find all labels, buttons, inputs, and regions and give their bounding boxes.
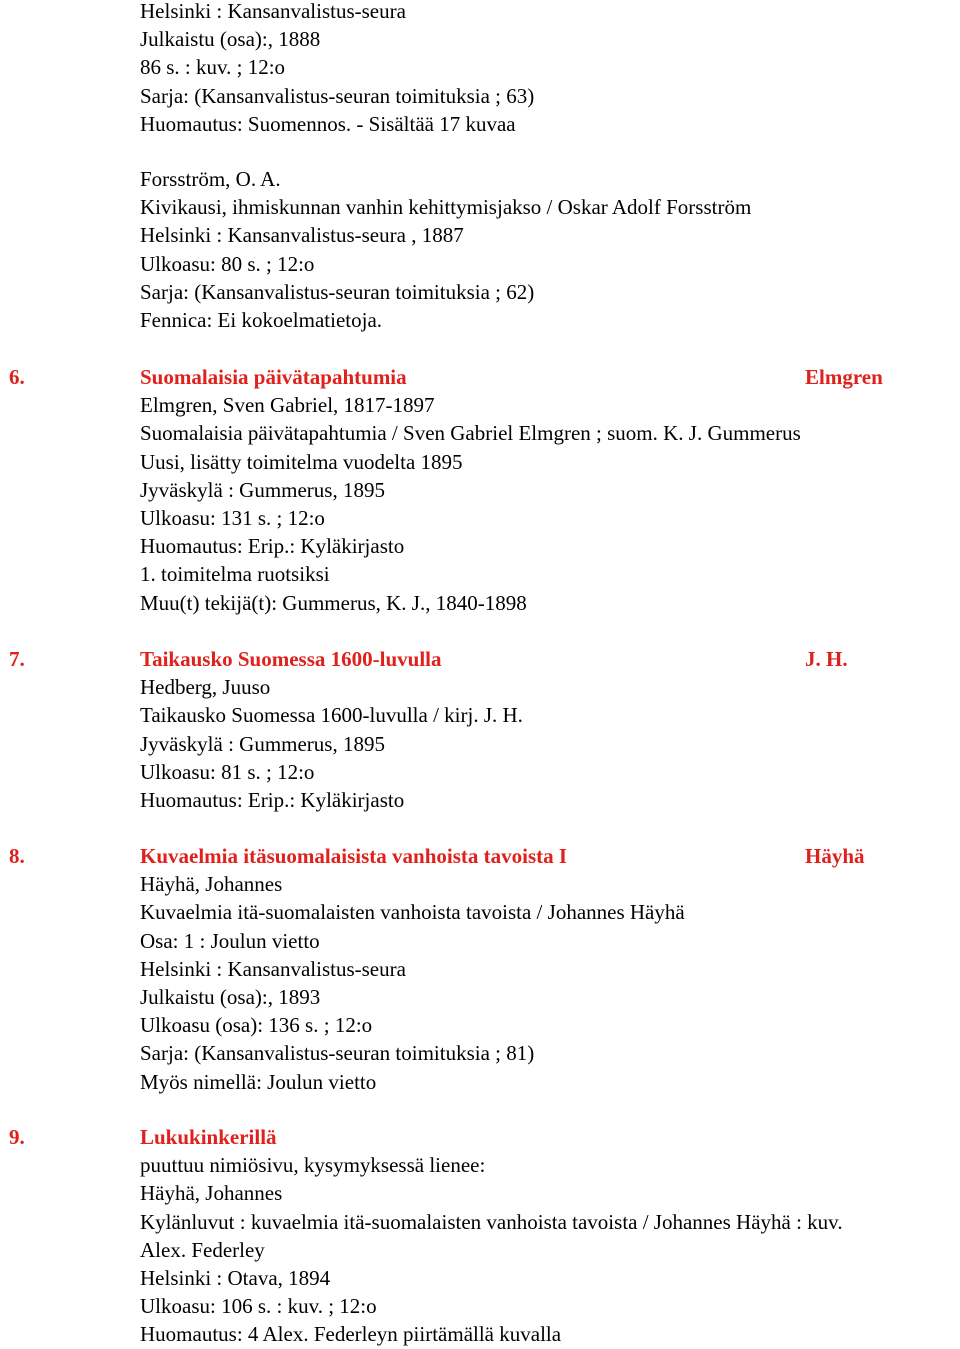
record-line: Fennica: Ei kokoelmatietoja. xyxy=(140,307,383,332)
entry-number: 8. xyxy=(9,844,25,868)
entry-heading xyxy=(0,363,960,391)
record-line: puuttuu nimiösivu, kysymyksessä lienee: xyxy=(140,1153,486,1178)
record-line: Julkaistu (osa):, 1893 xyxy=(140,984,321,1009)
entry-heading xyxy=(0,645,960,673)
entry-author: Elmgren xyxy=(805,365,883,389)
record-line: Jyväskylä : Gummerus, 1895 xyxy=(140,731,385,756)
entry-6 xyxy=(0,363,960,617)
entry-author: Häyhä xyxy=(805,844,865,868)
record-line: Häyhä, Johannes xyxy=(140,872,283,897)
record-line: Sarja: (Kansanvalistus-seuran toimituksia ; 63) xyxy=(140,83,535,108)
record-line: Huomautus: Erip.: Kyläkirjasto xyxy=(140,787,405,812)
record-line: Sarja: (Kansanvalistus-seuran toimituksia ; 62) xyxy=(140,279,535,304)
record-line: Hedberg, Juuso xyxy=(140,675,271,700)
record-line: Huomautus: 4 Alex. Federleyn piirtämällä kuvalla xyxy=(140,1322,562,1347)
entry-title: Kuvaelmia itäsuomalaisista vanhoista tavoista I xyxy=(140,844,568,868)
record-line: Julkaistu (osa):, 1888 xyxy=(140,27,321,52)
record-line: Forsström, O. A. xyxy=(140,167,281,191)
record-line: Myös nimellä: Joulun vietto xyxy=(140,1069,377,1094)
entry-heading xyxy=(0,1123,960,1151)
entry-title: Lukukinkerillä xyxy=(140,1125,277,1149)
record-line: Taikausko Suomessa 1600-luvulla / kirj. J. H. xyxy=(140,703,523,728)
record-line: Elmgren, Sven Gabriel, 1817-1897 xyxy=(140,393,435,418)
record-line: Uusi, lisätty toimitelma vuodelta 1895 xyxy=(140,449,463,474)
entry-title: Suomalaisia päivätapahtumia xyxy=(140,365,407,389)
record-line: Helsinki : Kansanvalistus-seura xyxy=(140,0,406,23)
record-line: Helsinki : Kansanvalistus-seura xyxy=(140,956,406,981)
record-line: Huomautus: Erip.: Kyläkirjasto xyxy=(140,534,405,559)
intro-record xyxy=(0,0,960,138)
record-line: Ulkoasu: 106 s. : kuv. ; 12:o xyxy=(140,1294,377,1319)
record-line: Ulkoasu: 81 s. ; 12:o xyxy=(140,759,315,784)
record-line: Häyhä, Johannes xyxy=(140,1181,283,1206)
record-line: Kuvaelmia itä-suomalaisten vanhoista tavoista / Johannes Häyhä xyxy=(140,900,685,925)
record-line: 86 s. : kuv. ; 12:o xyxy=(140,55,286,80)
entry-title: Taikausko Suomessa 1600-luvulla xyxy=(140,647,442,671)
record-line: Ulkoasu: 80 s. ; 12:o xyxy=(140,251,315,276)
entry-9 xyxy=(0,1123,960,1349)
record-line: Kivikausi, ihmiskunnan vanhin kehittymisjakso / Oskar Adolf Forsström xyxy=(140,195,752,220)
entry-author: J. H. xyxy=(805,647,848,671)
record-line: Kylänluvut : kuvaelmia itä-suomalaisten vanhoista tavoista / Johannes Häyhä : kuv. xyxy=(140,1209,843,1234)
record-line: Helsinki : Otava, 1894 xyxy=(140,1265,331,1290)
record-line: Alex. Federley xyxy=(140,1237,265,1262)
record-line: Helsinki : Kansanvalistus-seura , 1887 xyxy=(140,223,464,248)
record-line: Ulkoasu (osa): 136 s. ; 12:o xyxy=(140,1013,373,1038)
record-line: Sarja: (Kansanvalistus-seuran toimituksia ; 81) xyxy=(140,1041,535,1066)
entry-number: 9. xyxy=(9,1125,25,1149)
record-line: 1. toimitelma ruotsiksi xyxy=(140,562,330,587)
record-line: Ulkoasu: 131 s. ; 12:o xyxy=(140,505,325,530)
unnumbered-record xyxy=(0,165,960,334)
entry-7 xyxy=(0,645,960,814)
record-line: Osa: 1 : Joulun vietto xyxy=(140,928,320,953)
entry-heading xyxy=(0,842,960,870)
entry-8 xyxy=(0,842,960,1096)
record-line: Jyväskylä : Gummerus, 1895 xyxy=(140,477,385,502)
entry-number: 6. xyxy=(9,365,25,389)
record-line: Huomautus: Suomennos. - Sisältää 17 kuvaa xyxy=(140,111,516,136)
entry-number: 7. xyxy=(9,647,25,671)
record-line: Muu(t) tekijä(t): Gummerus, K. J., 1840-1898 xyxy=(140,590,527,615)
record-line: Suomalaisia päivätapahtumia / Sven Gabriel Elmgren ; suom. K. J. Gummerus xyxy=(140,421,801,446)
